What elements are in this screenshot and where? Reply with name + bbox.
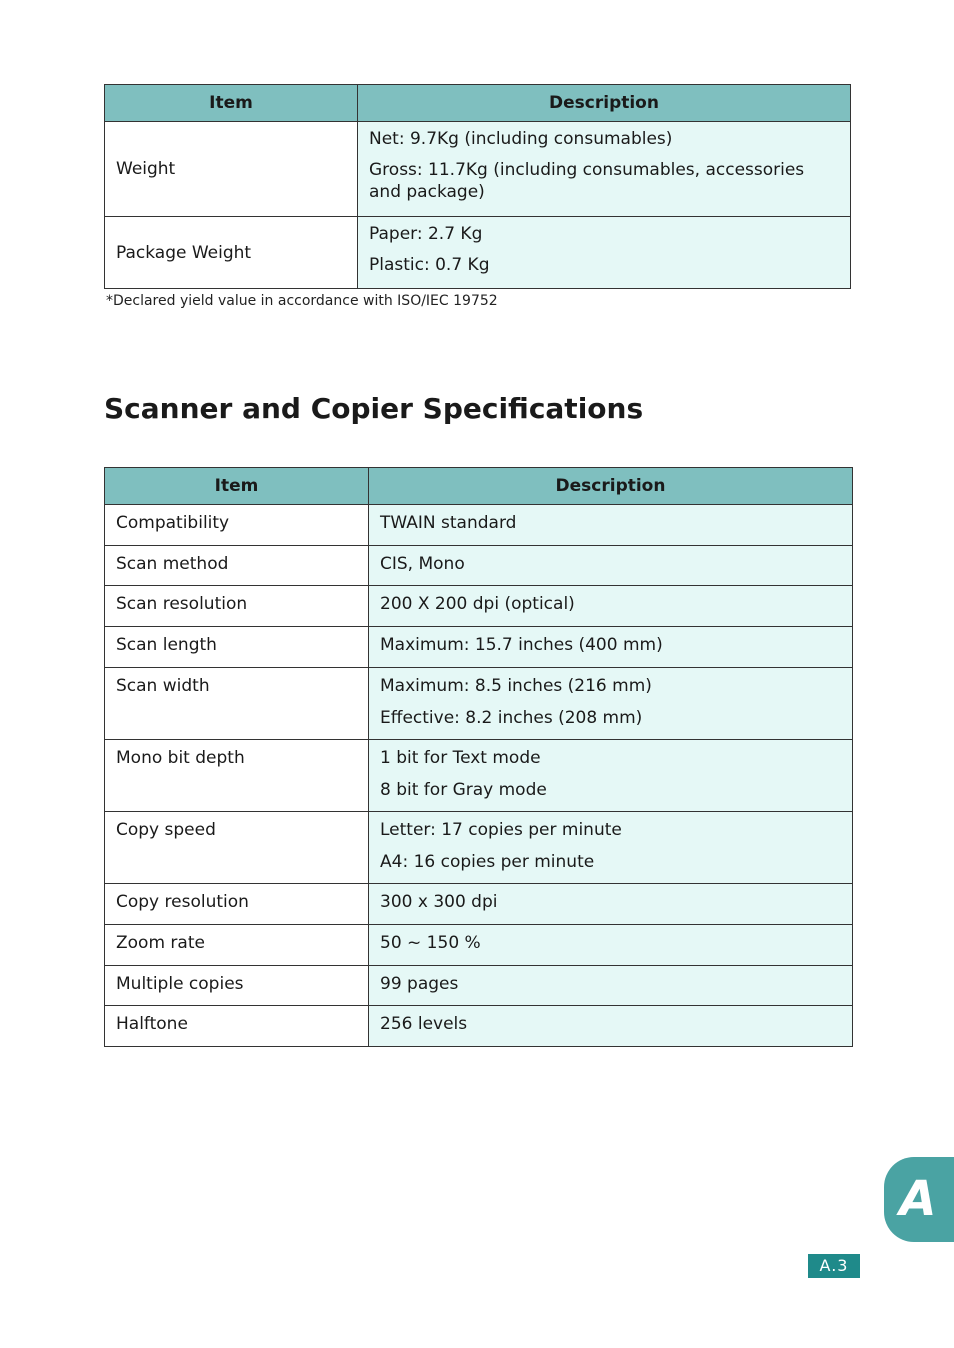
table-row [105, 586, 853, 627]
description-line: Paper: 2.7 Kg [369, 224, 483, 244]
item-label: Zoom rate [116, 933, 205, 953]
row-item [105, 627, 369, 668]
footnote: *Declared yield value in accordance with ISO/IEC 19752 [106, 293, 498, 309]
item-label: Scan width [116, 676, 210, 696]
row-item [105, 505, 369, 546]
description-line: CIS, Mono [380, 554, 465, 574]
description-line: 99 pages [380, 974, 459, 994]
row-item [105, 668, 369, 740]
description-line: 300 x 300 dpi [380, 892, 498, 912]
row-description [369, 740, 853, 812]
header-description: Description [369, 468, 853, 505]
description-line: Letter: 17 copies per minute [380, 820, 622, 840]
table-row [105, 122, 851, 217]
description-line: 50 ~ 150 % [380, 933, 481, 953]
row-item [105, 925, 369, 966]
item-label: Multiple copies [116, 974, 244, 994]
row-item [105, 586, 369, 627]
item-label: Scan length [116, 635, 217, 655]
description-line: TWAIN standard [380, 513, 517, 533]
description-line: A4: 16 copies per minute [380, 852, 595, 872]
row-item [105, 884, 369, 925]
header-item: Item [105, 468, 369, 505]
section-title: Scanner and Copier Specifications [104, 392, 644, 425]
item-label: Copy speed [116, 820, 216, 840]
item-label: Halftone [116, 1014, 188, 1034]
description-line: 1 bit for Text mode [380, 748, 541, 768]
row-item: Weight [105, 122, 358, 217]
description-line: 200 X 200 dpi (optical) [380, 594, 575, 614]
row-item: Package Weight [105, 217, 358, 289]
row-description [369, 884, 853, 925]
description-line: Maximum: 15.7 inches (400 mm) [380, 635, 663, 655]
description-line: 8 bit for Gray mode [380, 780, 547, 800]
row-description [369, 668, 853, 740]
table-row [105, 505, 853, 546]
table-header-row [105, 468, 853, 505]
row-item [105, 1006, 369, 1047]
weight-spec-table [104, 84, 851, 289]
table-row [105, 668, 853, 740]
description-line: Gross: 11.7Kg (including consumables, accessories and package) [369, 160, 805, 202]
row-description [369, 505, 853, 546]
table-header-row [105, 85, 851, 122]
row-description [369, 966, 853, 1006]
row-description [358, 122, 851, 217]
item-label: Scan method [116, 554, 229, 574]
item-label: Scan resolution [116, 594, 248, 614]
description-line: Net: 9.7Kg (including consumables) [369, 129, 673, 149]
row-item [105, 966, 369, 1006]
row-item [105, 740, 369, 812]
table-row [105, 740, 853, 812]
row-description [369, 925, 853, 966]
header-description: Description [358, 85, 851, 122]
appendix-tab: A [884, 1157, 954, 1242]
row-description [369, 546, 853, 586]
page-number-badge: A.3 [808, 1254, 860, 1278]
item-label: Copy resolution [116, 892, 249, 912]
row-description [369, 812, 853, 884]
item-label: Compatibility [116, 513, 230, 533]
table-row [105, 966, 853, 1006]
table-row [105, 925, 853, 966]
header-item: Item [105, 85, 358, 122]
row-description [369, 627, 853, 668]
table-row [105, 546, 853, 586]
description-line: 256 levels [380, 1014, 468, 1034]
row-description [369, 1006, 853, 1047]
table-row [105, 627, 853, 668]
description-line: Effective: 8.2 inches (208 mm) [380, 708, 643, 728]
row-item [105, 812, 369, 884]
description-line: Plastic: 0.7 Kg [369, 255, 490, 275]
table-row [105, 812, 853, 884]
row-description [358, 217, 851, 289]
item-label: Mono bit depth [116, 748, 245, 768]
table-row [105, 1006, 853, 1047]
table-row [105, 217, 851, 289]
row-description [369, 586, 853, 627]
table-row [105, 884, 853, 925]
row-item [105, 546, 369, 586]
description-line: Maximum: 8.5 inches (216 mm) [380, 676, 652, 696]
scanner-copier-spec-table [104, 467, 853, 1047]
